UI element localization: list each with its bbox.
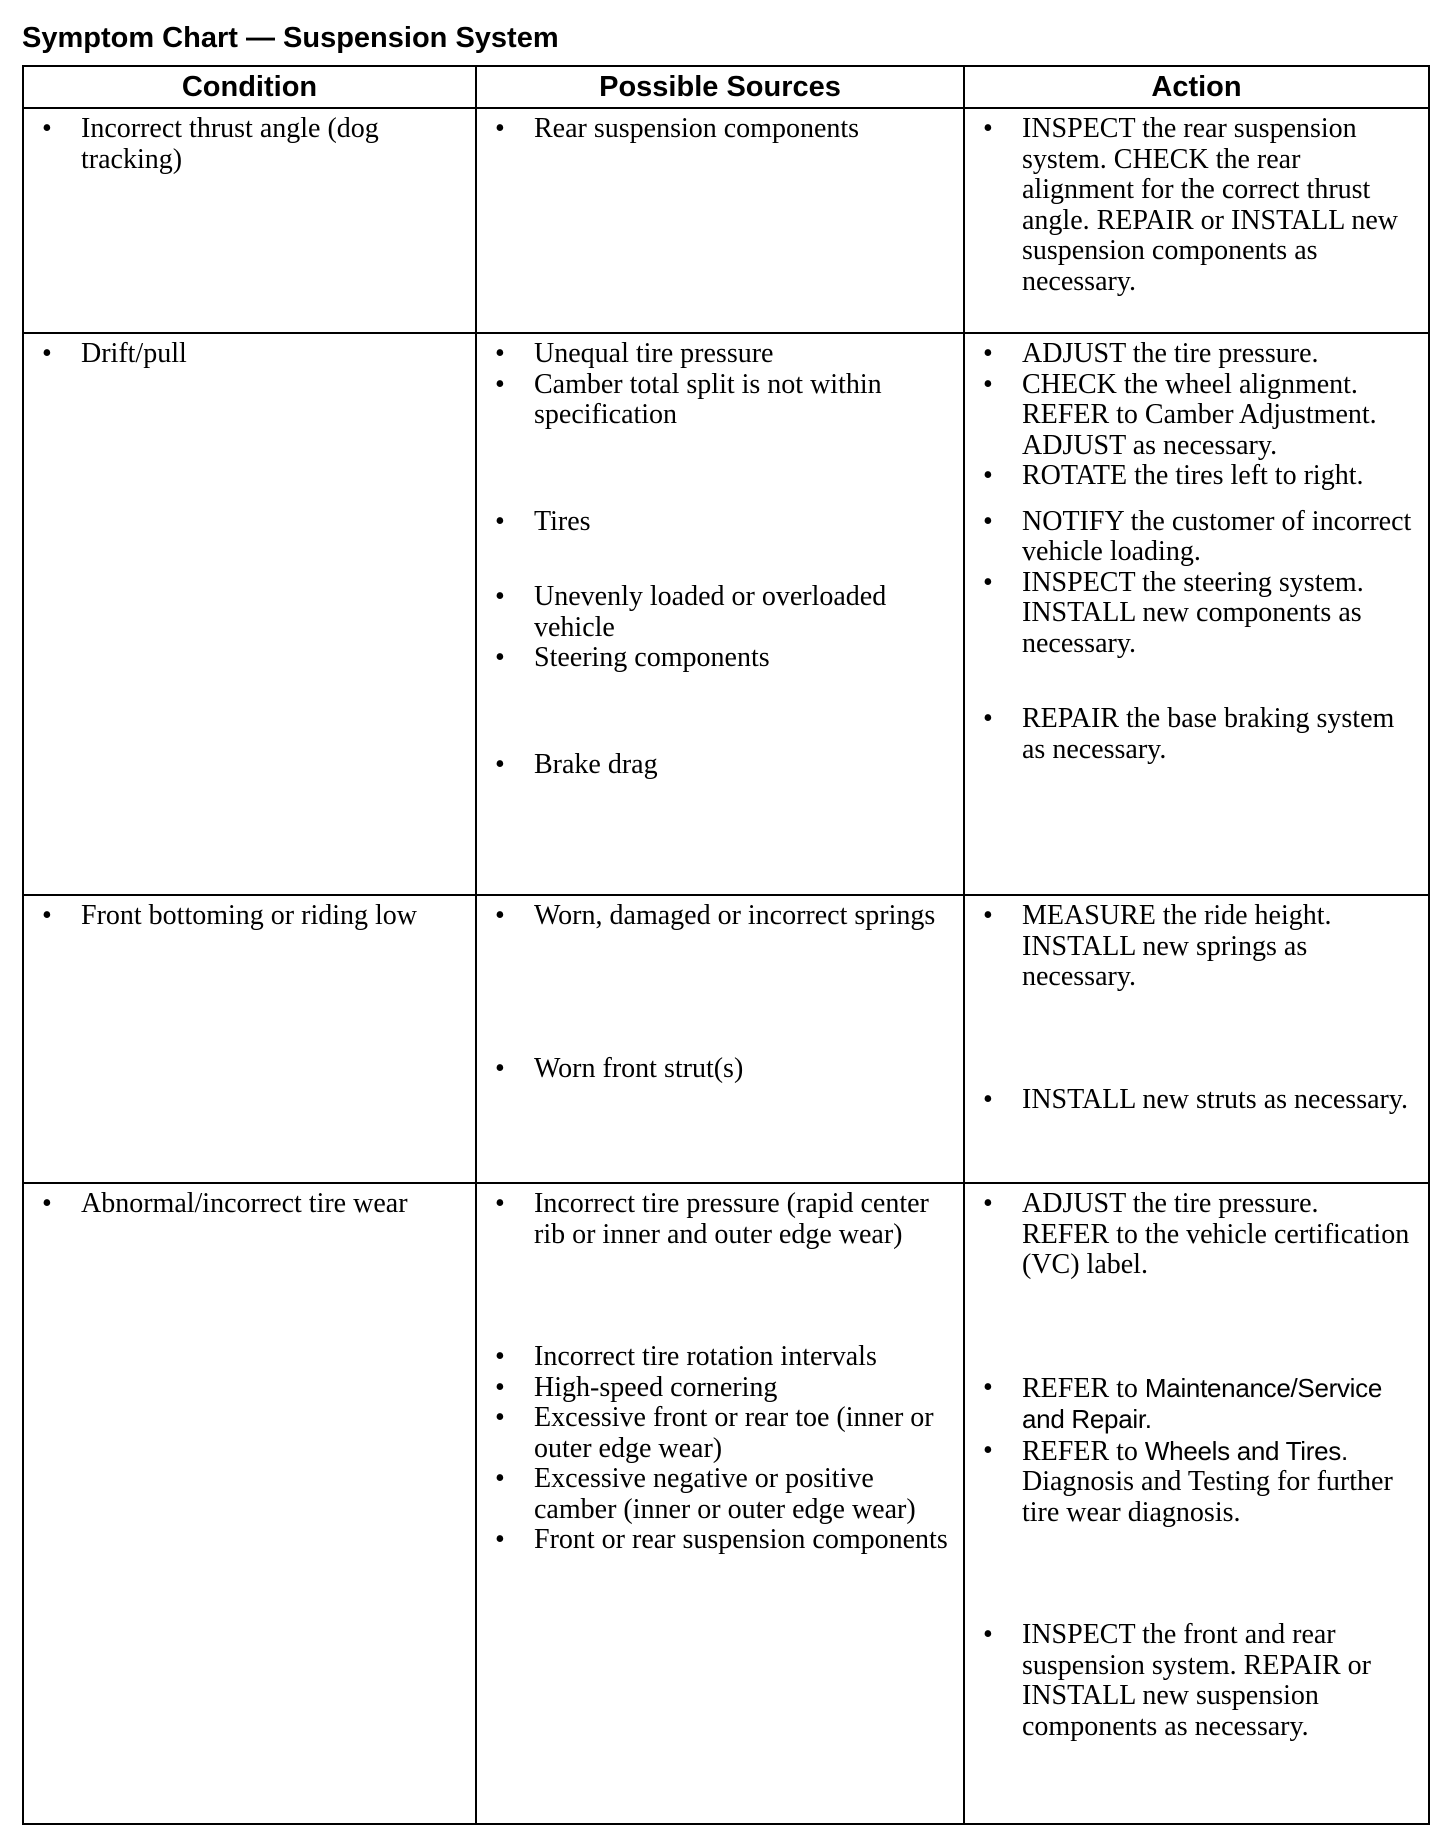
bullet: • bbox=[495, 900, 505, 931]
list-item bbox=[975, 1189, 1416, 1281]
bullet: • bbox=[983, 1434, 993, 1466]
list-item bbox=[975, 704, 1416, 765]
list-item bbox=[487, 1403, 951, 1464]
list-item bbox=[975, 568, 1416, 660]
sources-cell bbox=[476, 1183, 964, 1824]
table-row bbox=[23, 895, 1429, 1183]
column-header-condition: Condition bbox=[23, 66, 476, 108]
action-text: ROTATE the tires left to right. bbox=[1022, 460, 1364, 491]
condition-cell bbox=[23, 108, 476, 333]
action-text: ADJUST as necessary. bbox=[1022, 429, 1278, 461]
list-item bbox=[975, 461, 1416, 492]
list-item bbox=[487, 1342, 951, 1373]
bullet: • bbox=[983, 113, 993, 144]
action-text: REFER to Camber Adjustment. bbox=[1022, 399, 1377, 430]
action-text: REPAIR the base braking system as necessary. bbox=[1022, 703, 1395, 765]
list-item bbox=[487, 582, 951, 643]
bullet: • bbox=[983, 1371, 993, 1403]
cross-reference-link[interactable]: Wheels and Tires. bbox=[1144, 1435, 1348, 1466]
source-text: Camber total split is not within specification bbox=[534, 368, 882, 430]
bullet: • bbox=[495, 642, 505, 673]
source-text: Unequal tire pressure bbox=[534, 338, 774, 369]
bullet: • bbox=[495, 1524, 505, 1555]
list-item bbox=[975, 1620, 1416, 1742]
source-text: Tires bbox=[534, 505, 591, 537]
list-item bbox=[975, 339, 1416, 370]
table-row bbox=[23, 108, 1429, 333]
action-text: INSPECT the front and rear suspension system. REPAIR or INSTALL new suspension components as necessary. bbox=[1022, 1619, 1372, 1742]
bullet: • bbox=[42, 1188, 52, 1219]
bullet: • bbox=[495, 581, 505, 612]
condition-cell bbox=[23, 895, 476, 1183]
list-item bbox=[487, 507, 951, 538]
list-item bbox=[34, 114, 463, 175]
column-header-action: Action bbox=[964, 66, 1429, 108]
list-item bbox=[487, 114, 951, 145]
list-item bbox=[34, 339, 463, 370]
table-row bbox=[23, 1183, 1429, 1824]
bullet: • bbox=[983, 505, 993, 537]
action-prefix: REFER to bbox=[1022, 1372, 1145, 1404]
condition-cell bbox=[23, 1183, 476, 1824]
bullet: • bbox=[42, 900, 52, 931]
bullet: • bbox=[983, 1619, 993, 1650]
bullet: • bbox=[495, 113, 505, 144]
condition-cell bbox=[23, 333, 476, 895]
list-item bbox=[975, 901, 1416, 993]
source-text: High-speed cornering bbox=[534, 1371, 778, 1403]
action-cell bbox=[964, 333, 1429, 895]
bullet: • bbox=[42, 338, 52, 369]
source-text: Rear suspension components bbox=[534, 113, 860, 144]
action-text: INSTALL new struts as necessary. bbox=[1022, 1083, 1409, 1115]
sources-cell bbox=[476, 333, 964, 895]
list-item bbox=[975, 114, 1416, 297]
list-item bbox=[487, 1054, 951, 1085]
source-text: Excessive front or rear toe (inner or outer edge wear) bbox=[534, 1402, 934, 1464]
action-text: INSPECT the steering system. INSTALL new components as necessary. bbox=[1022, 566, 1364, 659]
action-text: CHECK the wheel alignment. bbox=[1022, 368, 1358, 400]
list-item bbox=[487, 1464, 951, 1525]
bullet: • bbox=[495, 1052, 505, 1084]
list-item bbox=[487, 643, 951, 674]
bullet: • bbox=[983, 900, 993, 931]
list-item bbox=[975, 1373, 1416, 1436]
list-item bbox=[487, 901, 951, 932]
list-item bbox=[975, 1436, 1416, 1529]
action-cell bbox=[964, 895, 1429, 1183]
list-item bbox=[975, 507, 1416, 568]
action-text: ADJUST the tire pressure. bbox=[1022, 338, 1319, 369]
action-text: NOTIFY the customer of incorrect vehicle loading. bbox=[1022, 505, 1412, 567]
action-text: Diagnosis and Testing for further tire wear diagnosis. bbox=[1022, 1466, 1393, 1528]
bullet: • bbox=[495, 1371, 505, 1403]
list-item bbox=[34, 1189, 463, 1220]
bullet: • bbox=[495, 338, 505, 369]
list-item bbox=[487, 1373, 951, 1404]
bullet: • bbox=[495, 1463, 505, 1494]
bullet: • bbox=[42, 113, 52, 144]
sources-cell bbox=[476, 895, 964, 1183]
source-text: Excessive negative or positive camber (inner or outer edge wear) bbox=[534, 1463, 916, 1525]
list-item bbox=[975, 1085, 1416, 1116]
action-text: REFER to the vehicle certification (VC) label. bbox=[1022, 1218, 1410, 1280]
condition-text: Incorrect thrust angle (dog tracking) bbox=[81, 113, 379, 175]
list-item bbox=[487, 370, 951, 431]
symptom-chart-table bbox=[22, 65, 1430, 1825]
list-item bbox=[975, 370, 1416, 462]
bullet: • bbox=[983, 703, 993, 734]
condition-text: Abnormal/incorrect tire wear bbox=[81, 1188, 408, 1219]
bullet: • bbox=[983, 338, 993, 369]
source-text: Brake drag bbox=[534, 748, 658, 780]
action-text: MEASURE the ride height. INSTALL new springs as necessary. bbox=[1022, 900, 1332, 992]
action-text: INSPECT the rear suspension system. CHECK the rear alignment for the correct thrust angle. REPAIR or INSTALL new suspension components as necessary. bbox=[1022, 113, 1398, 297]
list-item bbox=[487, 750, 951, 781]
sources-cell bbox=[476, 108, 964, 333]
source-text: Steering components bbox=[534, 642, 770, 673]
bullet: • bbox=[495, 1341, 505, 1372]
list-item bbox=[487, 339, 951, 370]
action-cell bbox=[964, 108, 1429, 333]
condition-text: Front bottoming or riding low bbox=[81, 900, 417, 931]
bullet: • bbox=[495, 368, 505, 400]
list-item bbox=[34, 901, 463, 932]
source-text: Unevenly loaded or overloaded vehicle bbox=[534, 581, 887, 643]
bullet: • bbox=[495, 1402, 505, 1433]
table-header-row bbox=[23, 66, 1429, 108]
bullet: • bbox=[983, 1188, 993, 1219]
list-item bbox=[487, 1189, 951, 1250]
source-text: Worn front strut(s) bbox=[534, 1052, 744, 1084]
source-text: Front or rear suspension components bbox=[534, 1524, 948, 1555]
bullet: • bbox=[983, 1083, 993, 1115]
condition-text: Drift/pull bbox=[81, 338, 187, 369]
page-title: Symptom Chart — Suspension System bbox=[22, 22, 559, 54]
source-text: Incorrect tire pressure (rapid center rib or inner and outer edge wear) bbox=[534, 1188, 929, 1250]
bullet: • bbox=[495, 1188, 505, 1219]
action-text: ADJUST the tire pressure. bbox=[1022, 1188, 1319, 1219]
bullet: • bbox=[983, 368, 993, 400]
action-prefix: REFER to bbox=[1022, 1435, 1145, 1467]
column-header-possible-sources: Possible Sources bbox=[476, 66, 964, 108]
cross-reference-link[interactable]: Maintenance/Service and Repair. bbox=[1022, 1372, 1383, 1434]
action-cell bbox=[964, 1183, 1429, 1824]
bullet: • bbox=[495, 748, 505, 780]
bullet: • bbox=[495, 505, 505, 537]
list-item bbox=[487, 1525, 951, 1556]
source-text: Incorrect tire rotation intervals bbox=[534, 1341, 877, 1372]
table-row bbox=[23, 333, 1429, 895]
source-text: Worn, damaged or incorrect springs bbox=[534, 900, 936, 931]
bullet: • bbox=[983, 566, 993, 598]
bullet: • bbox=[983, 460, 993, 491]
